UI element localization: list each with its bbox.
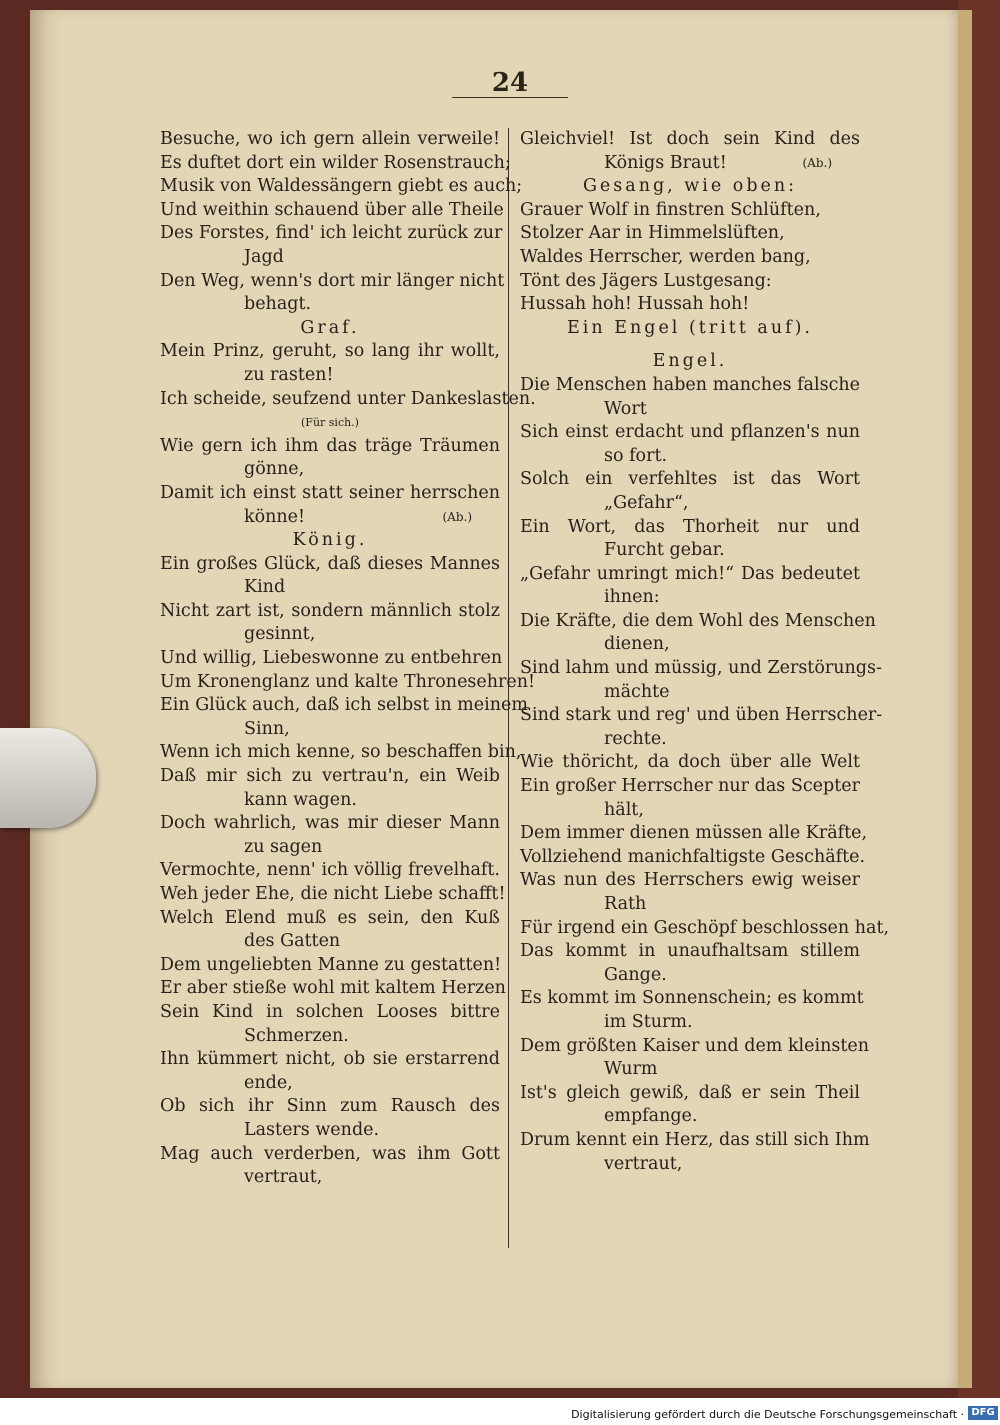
- line-text: Was nun des Herrschers ewig weiser: [520, 870, 860, 891]
- verse-line: [160, 812, 500, 836]
- line-text: Nicht zart ist, sondern männlich stolz: [160, 600, 500, 621]
- line-text: zu rasten!: [244, 364, 334, 385]
- line-text: im Sturm.: [604, 1011, 693, 1032]
- verse-line: [520, 1129, 870, 1153]
- verse-line: [520, 270, 860, 294]
- verse-line: [520, 421, 860, 445]
- line-text: Grauer Wolf in finstren Schlüften,: [520, 199, 821, 220]
- verse-line: [160, 671, 536, 695]
- verse-line: [520, 516, 860, 540]
- line-text: gönne,: [244, 459, 305, 480]
- verse-line: [160, 482, 500, 506]
- line-text: Es duftet dort ein wilder Rosenstrauch;: [160, 152, 511, 173]
- speaker-heading: [160, 529, 500, 553]
- line-text: Besuche, wo ich gern allein verweile!: [160, 129, 500, 149]
- verse-line: [160, 1095, 500, 1119]
- verse-line: [160, 954, 500, 978]
- line-text: Gleichviel! Ist doch sein Kind des: [520, 129, 860, 149]
- verse-line: [520, 681, 860, 705]
- line-text: Engel.: [652, 351, 728, 372]
- speaker-heading: [520, 175, 860, 199]
- page-holder-clip: [0, 728, 96, 828]
- verse-line: [160, 836, 500, 860]
- verse-line: [160, 506, 500, 530]
- line-text: Und weithin schauend über alle Theile: [160, 199, 504, 220]
- line-text: Wurm: [604, 1059, 658, 1080]
- line-text: Wort: [604, 398, 647, 419]
- verse-line: [520, 633, 860, 657]
- verse-line: [520, 917, 890, 941]
- line-text: des Gatten: [244, 931, 341, 952]
- line-text: König.: [292, 530, 368, 551]
- line-text: „Gefahr“,: [604, 492, 689, 513]
- verse-line: [520, 751, 860, 775]
- line-text: Welch Elend muß es sein, den Kuß: [160, 907, 500, 928]
- verse-line: [160, 741, 522, 765]
- verse-line: [520, 199, 860, 223]
- verse-line: [160, 883, 506, 907]
- verse-line: [520, 398, 860, 422]
- verse-line: [520, 799, 860, 823]
- verse-line: [160, 576, 500, 600]
- line-text: empfange.: [604, 1106, 698, 1127]
- line-text: Königs Braut!: [604, 152, 727, 173]
- line-text: Ihn kümmert nicht, ob sie erstarrend: [160, 1049, 500, 1070]
- line-text: so fort.: [604, 445, 668, 466]
- line-text: Waldes Herrscher, werden bang,: [520, 246, 811, 267]
- verse-line: [160, 789, 500, 813]
- line-text: Die Menschen haben manches falsche: [520, 374, 860, 395]
- line-text: Furcht gebar.: [604, 540, 725, 561]
- verse-line: [520, 1153, 860, 1177]
- line-text: (Für sich.): [301, 416, 359, 430]
- verse-line: [520, 293, 860, 317]
- line-text: Ist's gleich gewiß, daß er sein Theil: [520, 1082, 860, 1103]
- verse-line: [520, 374, 860, 398]
- verse-line: [520, 869, 860, 893]
- verse-line: [520, 128, 860, 152]
- verse-line: [520, 563, 860, 587]
- line-text: Ob sich ihr Sinn zum Rausch des: [160, 1096, 500, 1117]
- verse-line: [160, 246, 500, 270]
- line-text: Vollziehend manichfaltigste Geschäfte.: [520, 846, 866, 867]
- verse-line: [160, 1001, 500, 1025]
- verse-line: [160, 293, 500, 317]
- verse-line: [520, 940, 860, 964]
- speaker-heading: [160, 317, 500, 341]
- verse-line: [160, 340, 500, 364]
- verse-line: [160, 1025, 500, 1049]
- line-text: zu sagen: [244, 836, 323, 857]
- line-text: Dem größten Kaiser und dem kleinsten: [520, 1035, 870, 1056]
- verse-line: [160, 222, 503, 246]
- line-text: Damit ich einst statt seiner herrschen: [160, 482, 500, 503]
- line-text: Des Forstes, find' ich leicht zurück zur: [160, 223, 503, 244]
- line-text: Sein Kind in solchen Looses bittre: [160, 1001, 500, 1022]
- line-text: rechte.: [604, 728, 667, 749]
- line-text: behagt.: [244, 294, 312, 315]
- verse-line: [520, 445, 860, 469]
- verse-line: [160, 907, 500, 931]
- verse-line: [520, 152, 860, 176]
- line-text: Drum kennt ein Herz, das still sich Ihm: [520, 1129, 870, 1150]
- verse-line: [160, 1048, 500, 1072]
- line-text: Und willig, Liebeswonne zu entbehren: [160, 648, 503, 669]
- funding-notice: Digitalisierung gefördert durch die Deutsche Forschungsgemeinschaft ·: [571, 1408, 964, 1421]
- verse-line: [160, 1166, 500, 1190]
- line-text: Um Kronenglanz und kalte Thronesehren!: [160, 671, 536, 692]
- stage-direction-exit: (Ab.): [802, 155, 832, 170]
- line-text: Gesang, wie oben:: [582, 176, 798, 197]
- line-text: Daß mir sich zu vertrau'n, ein Weib: [160, 766, 500, 787]
- verse-line: [520, 657, 882, 681]
- verse-line: [160, 718, 500, 742]
- verse-line: [520, 222, 860, 246]
- line-text: Ein Wort, das Thorheit nur und: [520, 516, 860, 537]
- spacer: [520, 340, 860, 350]
- line-text: Sind lahm und müssig, und Zerstörungs-: [520, 658, 882, 679]
- line-text: Sich einst erdacht und pflanzen's nun: [520, 422, 860, 443]
- verse-line: [520, 1011, 860, 1035]
- verse-line: [160, 647, 503, 671]
- speaker-heading: [520, 317, 860, 341]
- verse-line: [160, 364, 500, 388]
- verse-line: [520, 964, 860, 988]
- line-text: Ich scheide, seufzend unter Dankeslasten.: [160, 388, 536, 409]
- verse-line: [520, 610, 876, 634]
- line-text: kann wagen.: [244, 789, 357, 810]
- line-text: Die Kräfte, die dem Wohl des Menschen: [520, 610, 876, 631]
- verse-line: [160, 930, 500, 954]
- line-text: Für irgend ein Geschöpf beschlossen hat,: [520, 917, 890, 938]
- line-text: Rath: [604, 894, 647, 914]
- left-column: [160, 128, 536, 1190]
- line-text: Den Weg, wenn's dort mir länger nicht: [160, 270, 505, 291]
- verse-line: [520, 468, 860, 492]
- verse-line: [160, 859, 500, 883]
- stage-direction: [160, 411, 500, 435]
- verse-line: [160, 175, 523, 199]
- line-text: Er aber stieße wohl mit kaltem Herzen: [160, 978, 506, 999]
- line-text: Musik von Waldessängern giebt es auch;: [160, 176, 523, 197]
- line-text: Ein großes Glück, daß dieses Mannes: [160, 553, 500, 574]
- line-text: gesinnt,: [244, 624, 316, 645]
- line-text: Es kommt im Sonnenschein; es kommt: [520, 988, 864, 1009]
- line-text: Vermochte, nenn' ich völlig frevelhaft.: [160, 860, 500, 881]
- verse-line: [160, 270, 505, 294]
- verse-line: [520, 846, 866, 870]
- verse-line: [520, 775, 860, 799]
- line-text: könne!: [244, 506, 306, 527]
- line-text: Wie thöricht, da doch über alle Welt: [520, 752, 860, 773]
- verse-line: [160, 152, 511, 176]
- line-text: Wenn ich mich kenne, so beschaffen bin,: [160, 742, 522, 763]
- line-text: vertraut,: [604, 1153, 683, 1174]
- verse-line: [160, 1119, 500, 1143]
- stage-direction-exit: (Ab.): [442, 509, 472, 524]
- verse-line: [520, 246, 860, 270]
- verse-line: [520, 1035, 870, 1059]
- page-number: 24: [491, 68, 529, 98]
- line-text: Das kommt in unaufhaltsam stillem: [520, 941, 860, 962]
- line-text: Dem ungeliebten Manne zu gestatten!: [160, 954, 502, 975]
- line-text: Ein Glück auch, daß ich selbst in meinem: [160, 695, 528, 716]
- line-text: Doch wahrlich, was mir dieser Mann: [160, 813, 500, 834]
- verse-line: [160, 623, 500, 647]
- verse-line: [160, 458, 500, 482]
- line-text: Ein großer Herrscher nur das Scepter: [520, 776, 860, 797]
- verse-line: [160, 765, 500, 789]
- line-text: Kind: [244, 577, 286, 598]
- verse-line: [160, 1143, 500, 1167]
- line-text: Dem immer dienen müssen alle Kräfte,: [520, 823, 868, 844]
- verse-line: [520, 586, 860, 610]
- line-text: hält,: [604, 799, 644, 820]
- verse-line: [160, 694, 528, 718]
- verse-line: [520, 539, 860, 563]
- line-text: ihnen:: [604, 587, 660, 608]
- speaker-heading: [520, 350, 860, 374]
- header-rule: [452, 97, 568, 98]
- line-text: Lasters wende.: [244, 1119, 380, 1140]
- verse-line: [160, 199, 504, 223]
- line-text: Hussah hoh! Hussah hoh!: [520, 294, 750, 315]
- verse-line: [520, 1058, 860, 1082]
- line-text: Graf.: [300, 317, 360, 338]
- verse-line: [160, 553, 500, 577]
- line-text: Schmerzen.: [244, 1025, 349, 1046]
- verse-line: [160, 388, 536, 412]
- verse-line: [520, 822, 868, 846]
- verse-line: [520, 492, 860, 516]
- line-text: Mag auch verderben, was ihm Gott: [160, 1143, 500, 1164]
- line-text: ende,: [244, 1072, 293, 1093]
- line-text: Sind stark und reg' und üben Herrscher-: [520, 705, 883, 726]
- line-text: Gange.: [604, 964, 667, 985]
- verse-line: [160, 977, 506, 1001]
- verse-line: [520, 893, 860, 917]
- verse-line: [520, 1082, 860, 1106]
- verse-line: [520, 728, 860, 752]
- verse-line: [520, 704, 883, 728]
- line-text: mächte: [604, 681, 670, 702]
- verse-line: [520, 1105, 860, 1129]
- line-text: Weh jeder Ehe, die nicht Liebe schafft!: [160, 884, 506, 904]
- line-text: Tönt des Jägers Lustgesang:: [520, 270, 772, 291]
- line-text: Jagd: [244, 246, 284, 267]
- line-text: dienen,: [604, 634, 670, 655]
- line-text: Ein Engel (tritt auf).: [567, 317, 813, 338]
- dfg-logo: DFG: [968, 1406, 998, 1420]
- line-text: vertraut,: [244, 1167, 323, 1188]
- verse-line: [160, 600, 500, 624]
- line-text: Mein Prinz, geruht, so lang ihr wollt,: [160, 341, 500, 362]
- line-text: Stolzer Aar in Himmelslüften,: [520, 223, 785, 244]
- line-text: Sinn,: [244, 718, 290, 739]
- line-text: Solch ein verfehltes ist das Wort: [520, 469, 860, 490]
- verse-line: [520, 987, 864, 1011]
- line-text: „Gefahr umringt mich!“ Das bedeutet: [520, 563, 860, 584]
- verse-line: [160, 435, 500, 459]
- line-text: Wie gern ich ihm das träge Träumen: [160, 435, 500, 456]
- verse-line: [160, 1072, 500, 1096]
- right-column: [520, 128, 890, 1176]
- verse-line: [160, 128, 500, 152]
